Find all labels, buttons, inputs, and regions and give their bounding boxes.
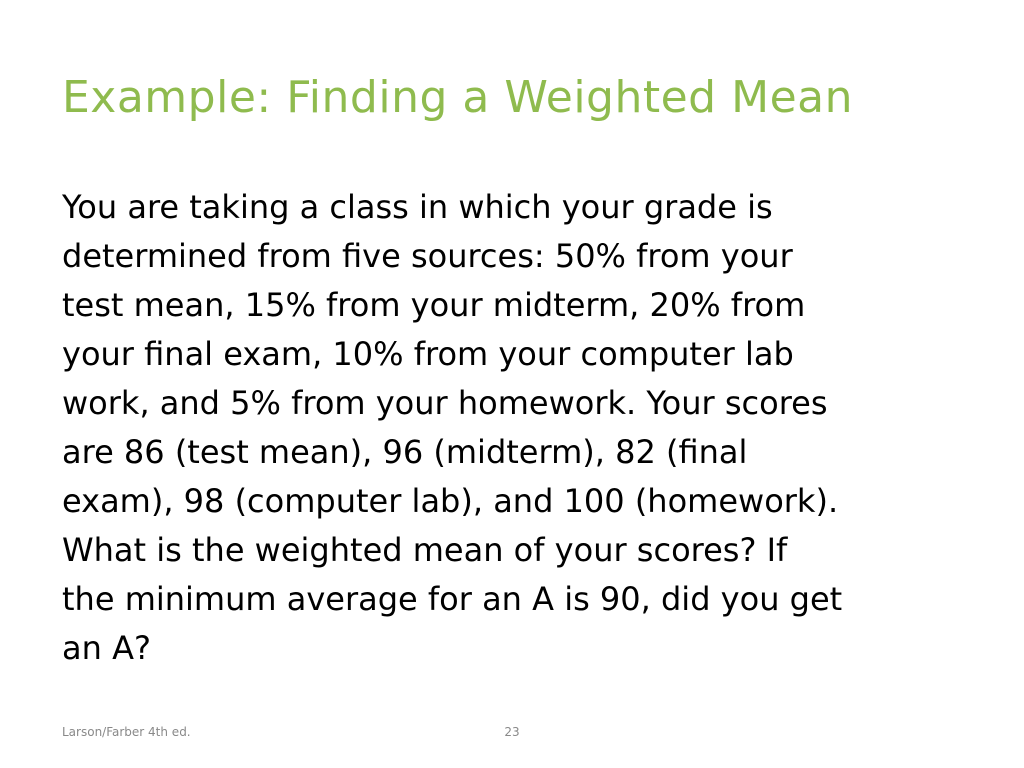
body-line: test mean, 15% from your midterm, 20% from: [62, 286, 806, 324]
slide-title: Example: Finding a Weighted Mean: [62, 72, 853, 123]
body-line: your final exam, 10% from your computer lab: [62, 335, 794, 373]
body-line: determined from five sources: 50% from your: [62, 237, 793, 275]
body-line: You are taking a class in which your grade is: [62, 188, 773, 226]
body-line: the minimum average for an A is 90, did you get: [62, 580, 843, 618]
body-line: What is the weighted mean of your scores? If: [62, 531, 788, 569]
body-line: exam), 98 (computer lab), and 100 (homework).: [62, 482, 839, 520]
slide-body: [62, 183, 962, 673]
body-line: an A?: [62, 629, 151, 667]
body-line: are 86 (test mean), 96 (midterm), 82 (final: [62, 433, 748, 471]
slide-number: 23: [504, 725, 520, 739]
body-line: work, and 5% from your homework. Your scores: [62, 384, 828, 422]
footer-source: Larson/Farber 4th ed.: [62, 725, 191, 739]
